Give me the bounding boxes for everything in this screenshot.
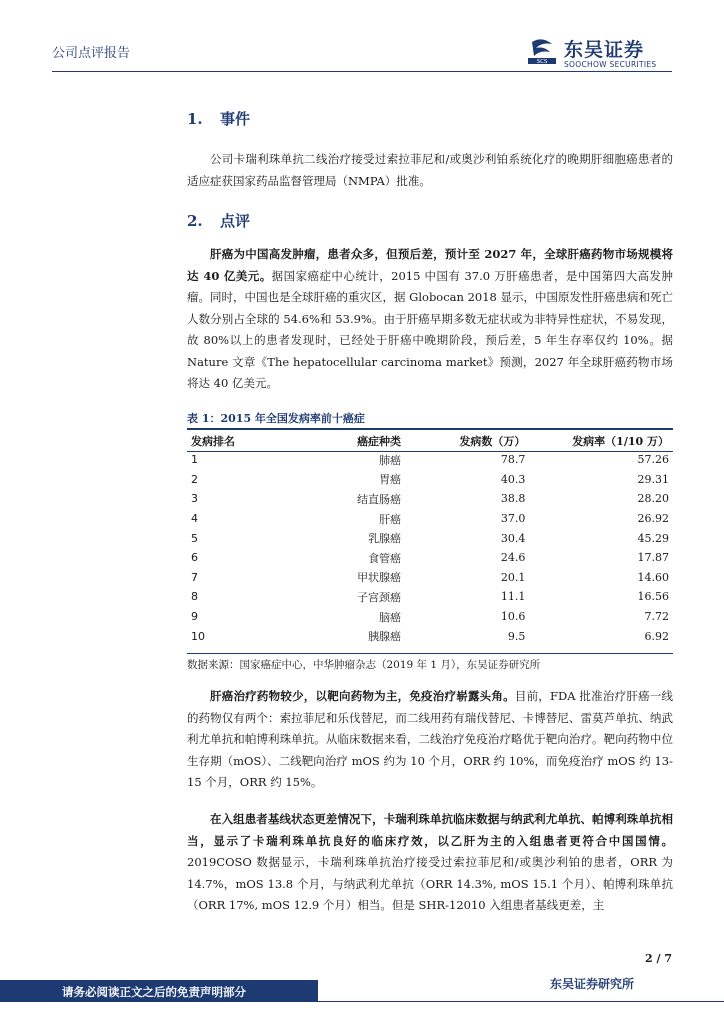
treatment-paragraph-lead: 肝癌治疗药物较少，以靶向药物为主，免疫治疗崭露头角。 [210, 689, 515, 703]
treatment-paragraph-body: 目前，FDA 批准治疗肝癌一线的药物仅有两个：索拉菲尼和乐伐替尼，而二线用药有瑞伐替尼、卡博替尼、雷莫芦单抗、纳武利尤单抗和帕博利珠单抗。从临床数据来看，二线治疗免疫治疗略优于靶向治疗。靶向药物中位生存期（mOS）、二线靶向治疗 mOS 约为 10 个月，ORR 约 10%，而免疫治疗 mOS 约 13-15 个月，ORR 约 15%。 [187, 689, 673, 789]
rate-cell: 7.72 [644, 610, 669, 624]
rate-cell: 17.87 [637, 551, 669, 565]
section-1-title: 事件 [220, 110, 251, 128]
rank-cell: 2 [191, 472, 198, 486]
table-row [187, 450, 673, 470]
rate-cell: 57.26 [637, 453, 669, 467]
logo-chinese-name: 东吴证券 [564, 39, 645, 61]
rank-cell: 1 [191, 453, 198, 467]
clinical-data-paragraph-body: 2019COSO 数据显示，卡瑞利珠单抗治疗接受过索拉菲尼和/或奥沙利铂的患者，ORR 为 14.7%，mOS 13.8 个月，与纳武利尤单抗（ORR 14.3%, mOS 15.1 个月）、帕博利珠单抗（ORR 17%, mOS 12.9 个月）相当。但是 SHR-12010 入组患者基线更差，主 [187, 855, 673, 912]
cases-cell: 10.6 [500, 610, 526, 624]
table-row [187, 509, 673, 529]
clinical-data-paragraph-lead: 在入组患者基线状态更差情况下，卡瑞利珠单抗临床数据与纳武利尤单抗、帕博利珠单抗相当，显示了卡瑞利珠单抗良好的临床疗效，以乙肝为主的入组患者更符合中国国情。 [187, 812, 673, 848]
section-2-title: 点评 [220, 212, 251, 230]
rank-cell: 6 [191, 551, 198, 565]
cases-cell: 11.1 [500, 590, 526, 604]
market-paragraph-lead: 肝癌为中国高发肿瘤，患者众多，但预后差，预计至 2027 年，全球肝癌药物市场规模将达 40 亿美元。 [187, 247, 673, 283]
table-bottom-rule [187, 653, 673, 654]
rank-cell: 4 [191, 512, 198, 526]
table-row [187, 470, 673, 490]
table-source-note: 数据来源：国家癌症中心，中华肿瘤杂志（2019 年 1 月），东吴证券研究所 [187, 659, 541, 671]
col-header-rank: 发病排名 [191, 434, 235, 448]
header-divider [52, 71, 672, 72]
market-paragraph-body: 据国家癌症中心统计，2015 中国有 37.0 万肝癌患者，是中国第四大高发肿瘤。同时，中国也是全球肝癌的重灾区，据 Globocan 2018 显示，中国原发性肝癌患病和死亡人数分别占全球的 54.6%和 53.9%。由于肝癌早期多数无症状或为非特异性症状，不易发现，故 80%以上的患者发现时，已经处于肝癌中晚期阶段，预后差，5 年生存率仅约 10%。据 Nature 文章《The hepatocellular carcinoma market》预测，2027 年全球肝癌药物市场将达 40 亿美元。 [187, 268, 674, 390]
section-2-heading [187, 210, 250, 231]
page-number: 2 / 7 [645, 952, 672, 965]
cases-cell: 40.3 [500, 472, 526, 486]
cancer-incidence-table [187, 431, 673, 646]
company-logo [528, 38, 678, 70]
rate-cell: 6.92 [644, 629, 669, 643]
rank-cell: 7 [191, 570, 198, 584]
rank-cell: 9 [191, 610, 198, 624]
disclaimer-notice: 请务必阅读正文之后的免责声明部分 [62, 985, 246, 999]
cancer-type-cell: 甲状腺癌 [357, 571, 402, 585]
table-row [187, 489, 673, 509]
report-type-label: 公司点评报告 [52, 46, 131, 61]
event-paragraph: 公司卡瑞利珠单抗二线治疗接受过索拉菲尼和/或奥沙利铂系统化疗的晚期肝细胞癌患者的适应症获国家药品监督管理局（NMPA）批准。 [187, 152, 673, 188]
logo-english-name: SOOCHOW SECURITIES [564, 60, 657, 69]
section-1-number: 1. [187, 110, 203, 128]
cancer-type-cell: 结直肠癌 [357, 492, 402, 506]
cases-cell: 30.4 [500, 531, 526, 545]
rank-cell: 10 [191, 629, 205, 643]
footer-divider [318, 1001, 724, 1002]
rate-cell: 16.56 [637, 590, 669, 604]
cancer-type-cell: 胰腺癌 [368, 630, 402, 644]
cancer-type-cell: 子宫颈癌 [357, 590, 402, 604]
col-header-cancer-type: 癌症种类 [357, 434, 402, 448]
market-paragraph [187, 244, 673, 395]
rate-cell: 45.29 [637, 531, 669, 545]
section-2-number: 2. [187, 212, 203, 230]
table-header-rule [187, 451, 673, 452]
col-header-rate: 发病率（1/10 万） [572, 434, 669, 448]
cases-cell: 38.8 [500, 492, 526, 506]
rank-cell: 3 [191, 492, 198, 506]
cancer-type-cell: 肺癌 [379, 453, 402, 467]
clinical-data-paragraph [187, 809, 673, 917]
treatment-paragraph [187, 686, 673, 794]
table-title: 表 1：2015 年全国发病率前十癌症 [187, 412, 365, 425]
cases-cell: 24.6 [500, 551, 526, 565]
table-row [187, 626, 673, 646]
table-row [187, 548, 673, 568]
cancer-type-cell: 乳腺癌 [368, 532, 402, 546]
cases-cell: 9.5 [507, 629, 526, 643]
logo-mark-icon [528, 38, 556, 64]
rate-cell: 26.92 [637, 512, 669, 526]
svg-text:SCS: SCS [536, 59, 548, 64]
cancer-type-cell: 肝癌 [379, 512, 402, 526]
cases-cell: 20.1 [500, 570, 526, 584]
rank-cell: 8 [191, 590, 198, 604]
table-row [187, 607, 673, 627]
section-1-heading [187, 108, 250, 129]
table-top-rule [187, 428, 673, 430]
table-row [187, 568, 673, 588]
cancer-type-cell: 食管癌 [368, 551, 402, 565]
table-row [187, 528, 673, 548]
table-header-row [187, 431, 673, 450]
rate-cell: 28.20 [637, 492, 669, 506]
cases-cell: 37.0 [500, 512, 526, 526]
rate-cell: 29.31 [637, 472, 669, 486]
rate-cell: 14.60 [637, 570, 669, 584]
col-header-cases: 发病数（万） [459, 434, 526, 448]
cancer-type-cell: 胃癌 [379, 473, 402, 487]
rank-cell: 5 [191, 531, 198, 545]
cases-cell: 78.7 [500, 453, 526, 467]
research-institute-name: 东吴证券研究所 [550, 977, 635, 991]
cancer-type-cell: 脑癌 [379, 610, 402, 624]
table-row [187, 587, 673, 607]
